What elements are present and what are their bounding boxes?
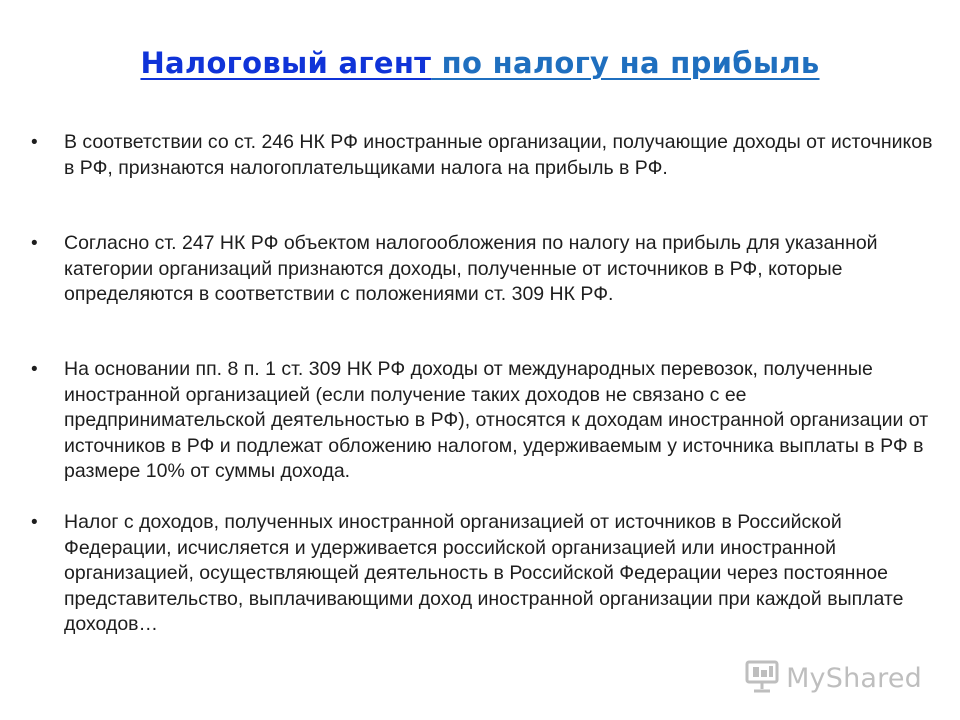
watermark-text: MyShared <box>786 662 922 694</box>
bullet-marker: • <box>31 233 38 254</box>
slide-title <box>0 46 960 80</box>
bullet-text: На основании пп. 8 п. 1 ст. 309 НК РФ доходы от международных перевозок, полученные иностранной организацией (если получение таких доходов не связано с ее предпринимательской деятельностью в РФ), относятся к доходам иностранной организации от источников в РФ и подлежат обложению налогом, удерживаемым у источника выплаты в РФ в размере 10% от суммы дохода. <box>64 358 929 482</box>
bullet-text: В соответствии со ст. 246 НК РФ иностранные организации, получающие доходы от источников в РФ, признаются налогоплательщиками налога на прибыль в РФ. <box>64 131 933 179</box>
bullet-marker: • <box>31 512 38 533</box>
bullet-marker: • <box>31 359 38 380</box>
watermark <box>744 658 922 698</box>
presentation-board-icon <box>744 658 780 698</box>
title-link-profit-tax[interactable]: по налогу на прибыль <box>431 46 820 80</box>
bullet-text: Налог с доходов, полученных иностранной организацией от источников в Российской Федерации, исчисляется и удерживается российской организацией или иностранной организацией, осуществляющей деятельность в Российской Федерации через постоянное представительство, выплачивающими доход иностранной организации при каждой выплате доходов… <box>64 511 904 635</box>
bullet-item <box>31 357 934 485</box>
bullet-text: Согласно ст. 247 НК РФ объектом налогообложения по налогу на прибыль для указанной категории организаций признаются доходы, полученные от источников в РФ, которые определяются в соответствии с положениями ст. 309 НК РФ. <box>64 232 878 305</box>
bullet-item <box>31 130 934 181</box>
bullet-item <box>31 231 934 308</box>
bullet-item <box>31 510 934 638</box>
title-link-tax-agent[interactable]: Налоговый агент <box>140 46 432 80</box>
bullet-marker: • <box>31 132 38 153</box>
